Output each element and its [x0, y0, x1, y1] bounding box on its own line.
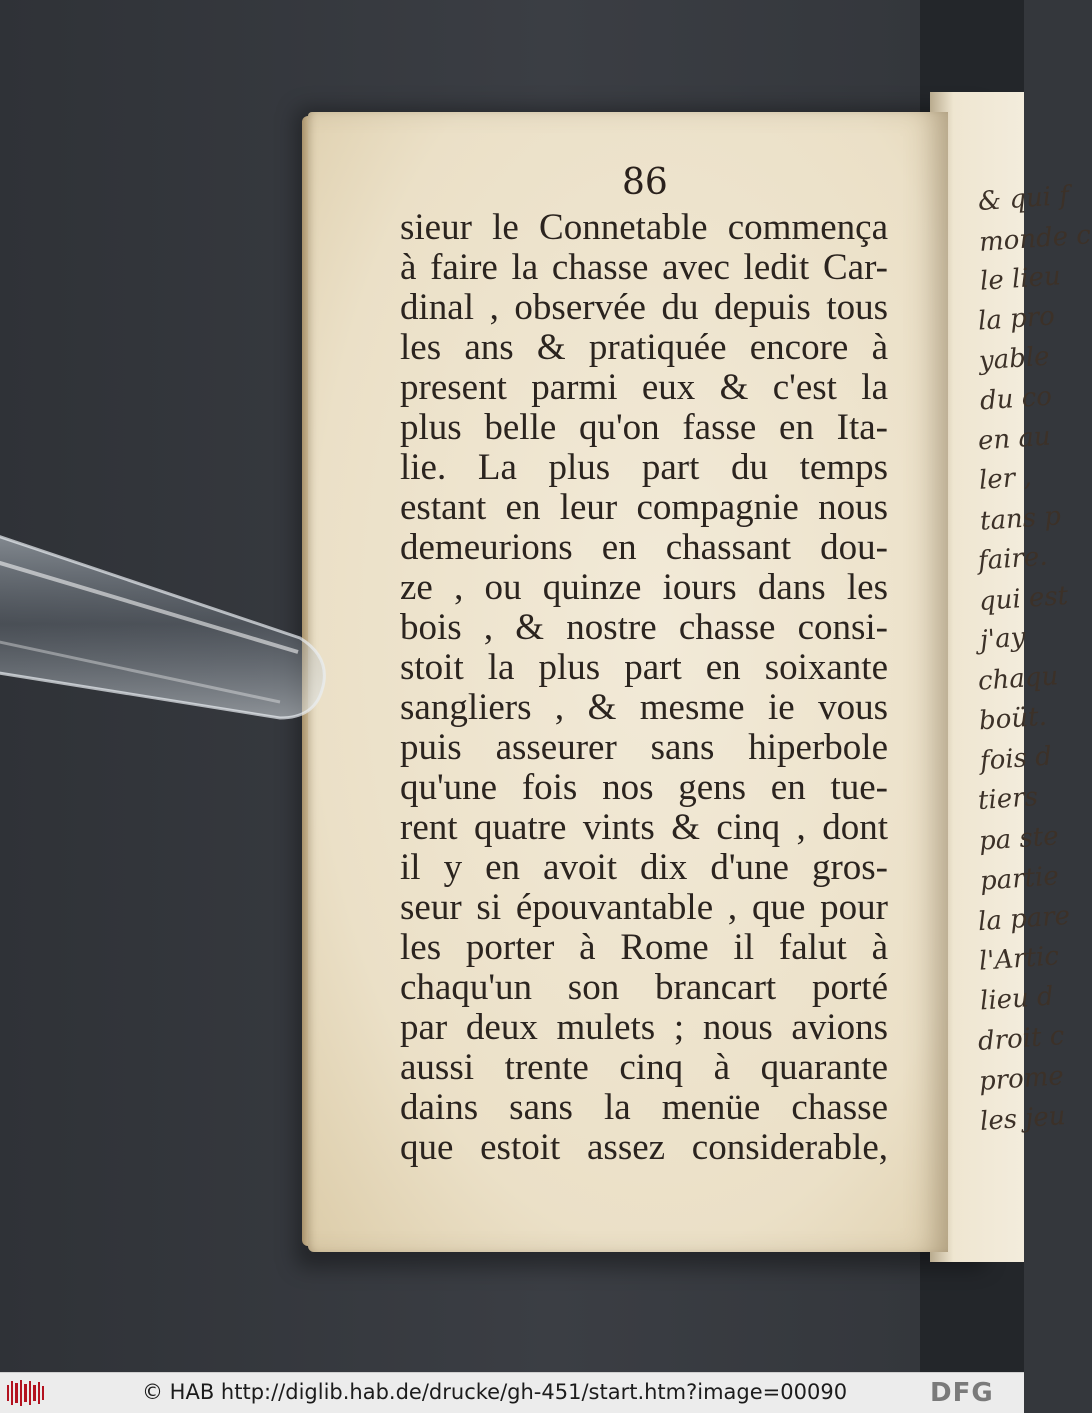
dfg-logo: DFG — [930, 1378, 994, 1408]
barcode-logo-icon — [6, 1379, 46, 1407]
facing-page-fragment: droit c — [977, 1021, 1066, 1057]
text-line: sieur le Connetable commença — [400, 207, 888, 248]
facing-page-fragment: prome — [978, 1061, 1065, 1097]
text-line: à faire la chasse avec ledit Car- — [400, 247, 888, 288]
facing-page-fragment: & qui f — [977, 180, 1070, 218]
facing-page-fragment: chaqu — [977, 661, 1060, 697]
text-line: rent quatre vints & cinq , dont — [400, 807, 888, 848]
text-line: par deux mulets ; nous avions — [400, 1007, 888, 1048]
text-line: sangliers , & mesme ie vous — [400, 687, 888, 728]
facing-page-fragment: partie — [979, 861, 1060, 897]
text-line: stoit la plus part en soixante — [400, 647, 888, 688]
facing-page-fragment: j'ay — [979, 622, 1027, 656]
facing-page-fragment: l'Artic — [978, 941, 1060, 977]
text-line: dains sans la menüe chasse — [400, 1087, 888, 1128]
text-line: chaqu'un son brancart porté — [400, 967, 888, 1008]
facing-page-fragment: lieu d — [979, 981, 1055, 1017]
facing-page-fragment: fois d — [979, 741, 1053, 777]
text-line: plus belle qu'on fasse en Ita- — [400, 407, 888, 448]
text-line: lie. La plus part du temps — [400, 447, 888, 488]
facing-page-fragment: faire. — [977, 541, 1049, 577]
text-line: demeurions en chassant dou- — [400, 527, 888, 568]
text-line: qu'une fois nos gens en tue- — [400, 767, 888, 808]
facing-page-fragment: boüt. — [978, 701, 1048, 737]
page-number: 86 — [622, 162, 668, 203]
copyright-citation[interactable]: © HAB http://diglib.hab.de/drucke/gh-451/start.htm?image=00090 — [142, 1380, 848, 1404]
facing-page-fragment: qui est — [978, 580, 1070, 618]
facing-page-fragment: pa ste — [978, 821, 1060, 857]
facing-page-fragment: du co — [979, 381, 1053, 417]
text-line: puis asseurer sans hiperbole — [400, 727, 888, 768]
facing-page-fragment: yable — [978, 341, 1051, 377]
text-line: estant en leur compagnie nous — [400, 487, 888, 528]
text-line: present parmi eux & c'est la — [400, 367, 888, 408]
facing-page-fragment: la pro — [977, 301, 1056, 337]
facing-page-fragment: le lieu — [979, 261, 1062, 297]
facing-page-fragment: la pare — [977, 900, 1071, 938]
facing-page-fragment: en au — [977, 421, 1052, 457]
text-line: que estoit assez considerable, — [400, 1127, 888, 1168]
footer-bar — [0, 1372, 1024, 1413]
text-line: les ans & pratiquée encore à — [400, 327, 888, 368]
facing-page-fragment: ler , — [978, 462, 1033, 496]
facing-page-fragment: les jeu — [979, 1101, 1067, 1137]
text-line: seur si épouvantable , que pour — [400, 887, 888, 928]
text-line: il y en avoit dix d'une gros- — [400, 847, 888, 888]
text-line: dinal , observée du depuis tous — [400, 287, 888, 328]
text-line: ze , ou quinze iours dans les — [400, 567, 888, 608]
facing-page-fragment: tans p — [979, 501, 1062, 537]
facing-page-fragment: monde c — [978, 220, 1092, 258]
glass-clamp — [0, 520, 350, 760]
text-line: les porter à Rome il falut à — [400, 927, 888, 968]
text-line: bois , & nostre chasse consi- — [400, 607, 888, 648]
facing-page-fragment: tiers — [977, 781, 1039, 817]
text-line: aussi trente cinq à quarante — [400, 1047, 888, 1088]
